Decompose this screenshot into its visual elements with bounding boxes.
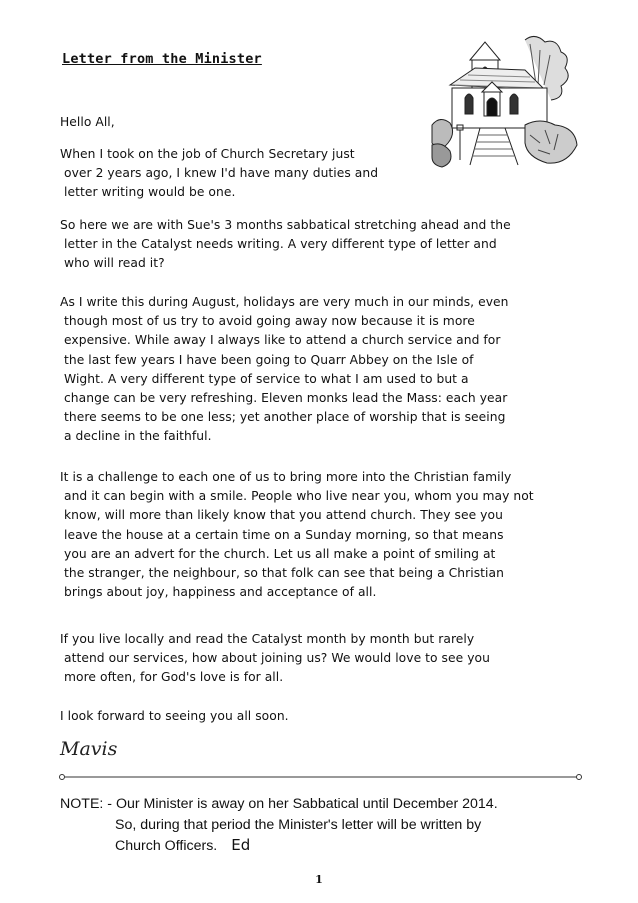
editor-initials: Ed [231, 836, 251, 854]
text-line: leave the house at a certain time on a Sunday morning, so that means [64, 527, 504, 542]
text-line: Wight. A very different type of service to what I am used to but a [64, 371, 469, 386]
page-number: 1 [315, 873, 323, 886]
signature: Mavis [60, 738, 118, 760]
text-line: who will read it? [64, 256, 165, 271]
text-line: change can be very refreshing. Eleven monks lead the Mass: each year [64, 391, 508, 406]
greeting [60, 113, 115, 132]
text-line: attend our services, how about joining us? We would love to see you [64, 651, 490, 666]
text-line: letter writing would be one. [64, 185, 236, 200]
page-title: Letter from the Minister [62, 51, 262, 67]
text-line: expensive. While away I always like to attend a church service and for [64, 333, 501, 348]
text-line: When I took on the job of Church Secretary just [60, 147, 355, 161]
text-line: and it can begin with a smile. People who live near you, whom you may not [64, 489, 534, 504]
text-line: a decline in the faithful. [64, 429, 212, 444]
editor-note [60, 794, 498, 857]
paragraph-6 [60, 707, 289, 726]
paragraph-1 [60, 145, 378, 203]
text-line: know, will more than likely know that you attend church. They see you [64, 508, 503, 523]
text-line: I look forward to seeing you all soon. [60, 709, 289, 723]
text-line: over 2 years ago, I knew I'd have many duties and [64, 166, 379, 181]
paragraph-2 [60, 216, 511, 274]
text-line: As I write this during August, holidays are very much in our minds, even [60, 295, 509, 309]
paragraph-3 [60, 293, 509, 447]
note-line: So, during that period the Minister's letter will be written by [115, 816, 482, 833]
note-line [60, 835, 498, 857]
note-line-text: Church Officers. [115, 838, 218, 854]
text-line: If you live locally and read the Catalyst month by month but rarely [60, 632, 475, 646]
paragraph-4 [60, 468, 534, 602]
text-line: there seems to be one less; yet another place of worship that is seeing [64, 410, 506, 425]
text-line: brings about joy, happiness and acceptance of all. [64, 585, 377, 600]
text-line: It is a challenge to each one of us to bring more into the Christian family [60, 470, 512, 484]
greeting-line: Hello All, [60, 115, 115, 129]
text-line: the last few years I have been going to Quarr Abbey on the Isle of [64, 352, 474, 367]
paragraph-5 [60, 630, 490, 688]
decorative-divider [58, 773, 583, 781]
text-line: you are an advert for the church. Let us all make a point of smiling at [64, 546, 496, 561]
text-line: letter in the Catalyst needs writing. A very different type of letter and [64, 237, 497, 252]
note-line: NOTE: - Our Minister is away on her Sabbatical until December 2014. [60, 796, 498, 812]
text-line: though most of us try to avoid going away now because it is more [64, 314, 475, 329]
text-line: So here we are with Sue's 3 months sabbatical stretching ahead and the [60, 218, 511, 232]
text-line: the stranger, the neighbour, so that folk can see that being a Christian [64, 566, 504, 581]
text-line: more often, for God's love is for all. [64, 670, 284, 685]
church-illustration [430, 30, 580, 170]
